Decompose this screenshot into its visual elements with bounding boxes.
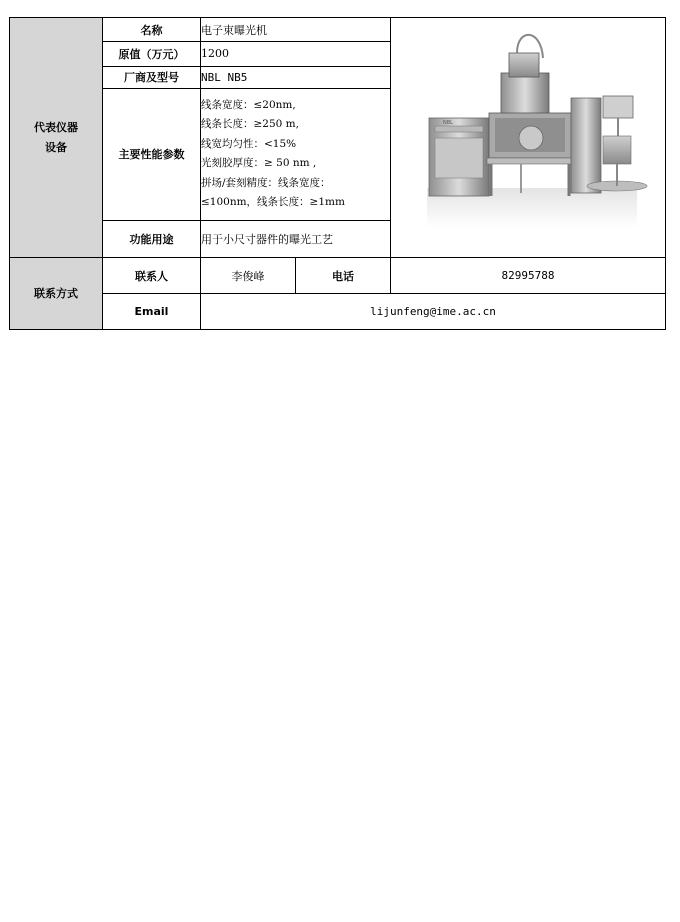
model-value: NBL NB5: [201, 66, 391, 88]
phone-value: 82995788: [391, 258, 666, 294]
photo-logo: NBL: [443, 120, 453, 126]
group-label-line2: 设备: [45, 140, 67, 154]
model-label: 厂商及型号: [103, 66, 201, 88]
name-value: 电子束曝光机: [201, 18, 391, 42]
row-contact-person: [10, 258, 666, 294]
perf-line: 拼场/套刻精度：线条宽度：: [201, 176, 331, 189]
use-label: 功能用途: [103, 220, 201, 258]
perf-line: 线宽均匀性：<15%: [201, 137, 297, 150]
price-label: 原值（万元）: [103, 42, 201, 66]
perf-line: 线条宽度：≤20nm,: [201, 98, 296, 111]
person-label: 联系人: [103, 258, 201, 294]
perf-line: 光刻胶厚度：≥ 50 nm ,: [201, 157, 317, 170]
equipment-info-table: [9, 17, 666, 330]
person-value: 李俊峰: [201, 258, 296, 294]
perf-line: 线条长度：≥250 m,: [201, 118, 299, 131]
perf-label: 主要性能参数: [103, 88, 201, 220]
equipment-photo-cell: [391, 18, 666, 258]
perf-line: ≤100nm，线条长度：≥1mm: [201, 196, 345, 209]
email-value: lijunfeng@ime.ac.cn: [201, 294, 666, 330]
price-value: 1200: [201, 42, 391, 66]
perf-values: [201, 88, 391, 220]
row-contact-email: [10, 294, 666, 330]
use-value: 用于小尺寸器件的曝光工艺: [201, 220, 391, 258]
group-label-line1: 代表仪器: [34, 120, 78, 134]
equipment-group-label: [10, 18, 103, 258]
phone-label: 电话: [296, 258, 391, 294]
electron-beam-lithography-machine-photo: [391, 18, 666, 254]
email-label: Email: [103, 294, 201, 330]
contact-group-label: 联系方式: [10, 258, 103, 330]
name-label: 名称: [103, 18, 201, 42]
row-name: [10, 18, 666, 42]
